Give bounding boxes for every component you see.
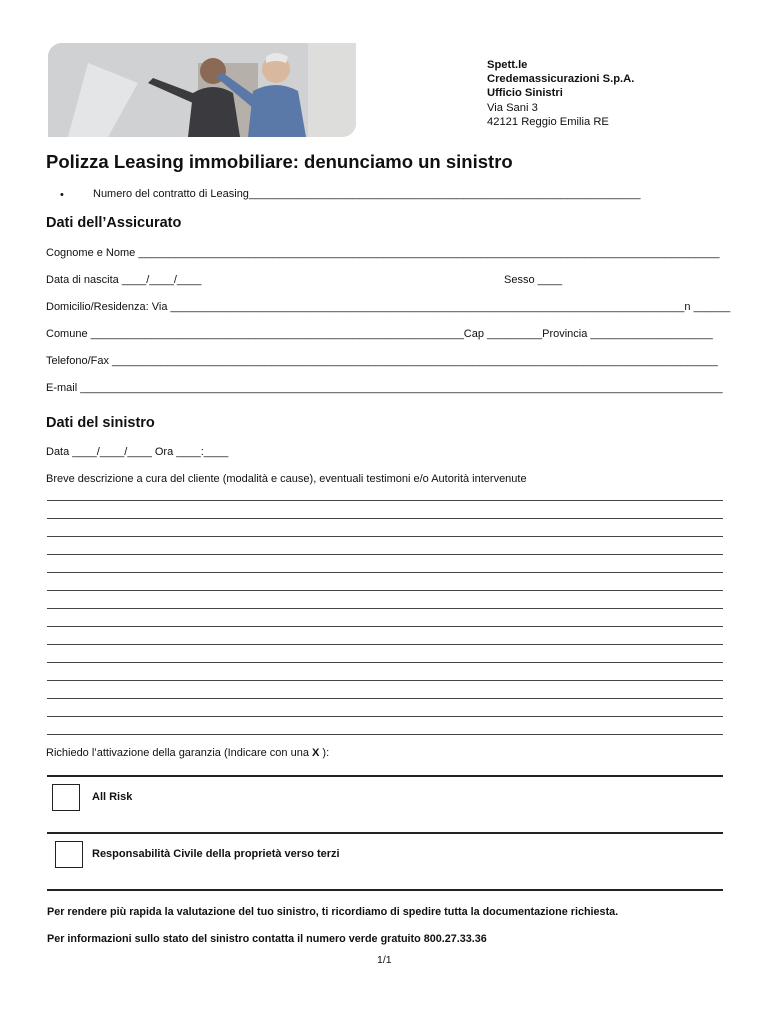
ruled-line bbox=[47, 536, 723, 537]
ruled-line bbox=[47, 590, 723, 591]
divider bbox=[47, 832, 723, 834]
address-company: Credemassicurazioni S.p.A. bbox=[487, 73, 635, 86]
ruled-line bbox=[47, 716, 723, 717]
email-field[interactable]: E-mail _________________________________________________________________________________________________________ bbox=[46, 382, 723, 394]
description-label: Breve descrizione a cura del cliente (modalità e cause), eventuali testimoni e/o Autorità intervenute bbox=[46, 473, 527, 485]
ruled-line bbox=[47, 518, 723, 519]
address-street: Via Sani 3 bbox=[487, 101, 538, 114]
guarantee-prompt-mark: X bbox=[312, 747, 320, 759]
ruled-line bbox=[47, 644, 723, 645]
insured-section-heading: Dati dell’Assicurato bbox=[46, 215, 182, 231]
address-line: Spett.le bbox=[487, 59, 528, 71]
bullet-icon: • bbox=[60, 189, 64, 201]
divider bbox=[47, 889, 723, 891]
guarantee-prompt bbox=[46, 747, 329, 759]
contract-number-field[interactable]: Numero del contratto di Leasing________________________________________________________________ bbox=[93, 188, 641, 200]
all-risk-checkbox[interactable] bbox=[52, 784, 80, 811]
header-photo bbox=[48, 43, 356, 137]
address-field[interactable]: Domicilio/Residenza: Via ____________________________________________________________________________________n ______ bbox=[46, 301, 731, 313]
sex-field[interactable]: Sesso ____ bbox=[504, 274, 563, 286]
people-image bbox=[48, 43, 356, 137]
ruled-line bbox=[47, 554, 723, 555]
ruled-line bbox=[47, 734, 723, 735]
liability-label: Responsabilità Civile della proprietà verso terzi bbox=[92, 848, 340, 860]
ruled-line bbox=[47, 500, 723, 501]
phone-field[interactable]: Telefono/Fax ___________________________________________________________________________________________________ bbox=[46, 355, 718, 367]
claim-date-field[interactable]: Data ____/____/____ Ora ____:____ bbox=[46, 446, 229, 458]
guarantee-prompt-text: Richiedo l’attivazione della garanzia (Indicare con una bbox=[46, 747, 312, 759]
ruled-line bbox=[47, 698, 723, 699]
recipient-address bbox=[487, 58, 634, 129]
divider bbox=[47, 775, 723, 777]
guarantee-prompt-end: ): bbox=[319, 747, 330, 759]
ruled-line bbox=[47, 680, 723, 681]
city-field[interactable]: Comune _____________________________________________________________Cap _________Provincia ____________________ bbox=[46, 328, 713, 340]
page-title: Polizza Leasing immobiliare: denunciamo un sinistro bbox=[46, 151, 513, 172]
claim-section-heading: Dati del sinistro bbox=[46, 415, 155, 431]
documentation-note: Per rendere più rapida la valutazione del tuo sinistro, ti ricordiamo di spedire tutta la documentazione richiesta. bbox=[47, 906, 619, 918]
hotline-note: Per informazioni sullo stato del sinistro contatta il numero verde gratuito 800.27.33.36 bbox=[47, 933, 487, 945]
ruled-line bbox=[47, 572, 723, 573]
ruled-line bbox=[47, 662, 723, 663]
page-number: 1/1 bbox=[377, 954, 392, 966]
name-field[interactable]: Cognome e Nome _______________________________________________________________________________________________ bbox=[46, 247, 720, 259]
address-department: Ufficio Sinistri bbox=[487, 87, 563, 100]
ruled-line bbox=[47, 608, 723, 609]
all-risk-label: All Risk bbox=[92, 791, 133, 803]
address-city: 42121 Reggio Emilia RE bbox=[487, 115, 609, 128]
liability-checkbox[interactable] bbox=[55, 841, 83, 868]
ruled-line bbox=[47, 626, 723, 627]
birth-date-field[interactable]: Data di nascita ____/____/____ bbox=[46, 274, 202, 286]
